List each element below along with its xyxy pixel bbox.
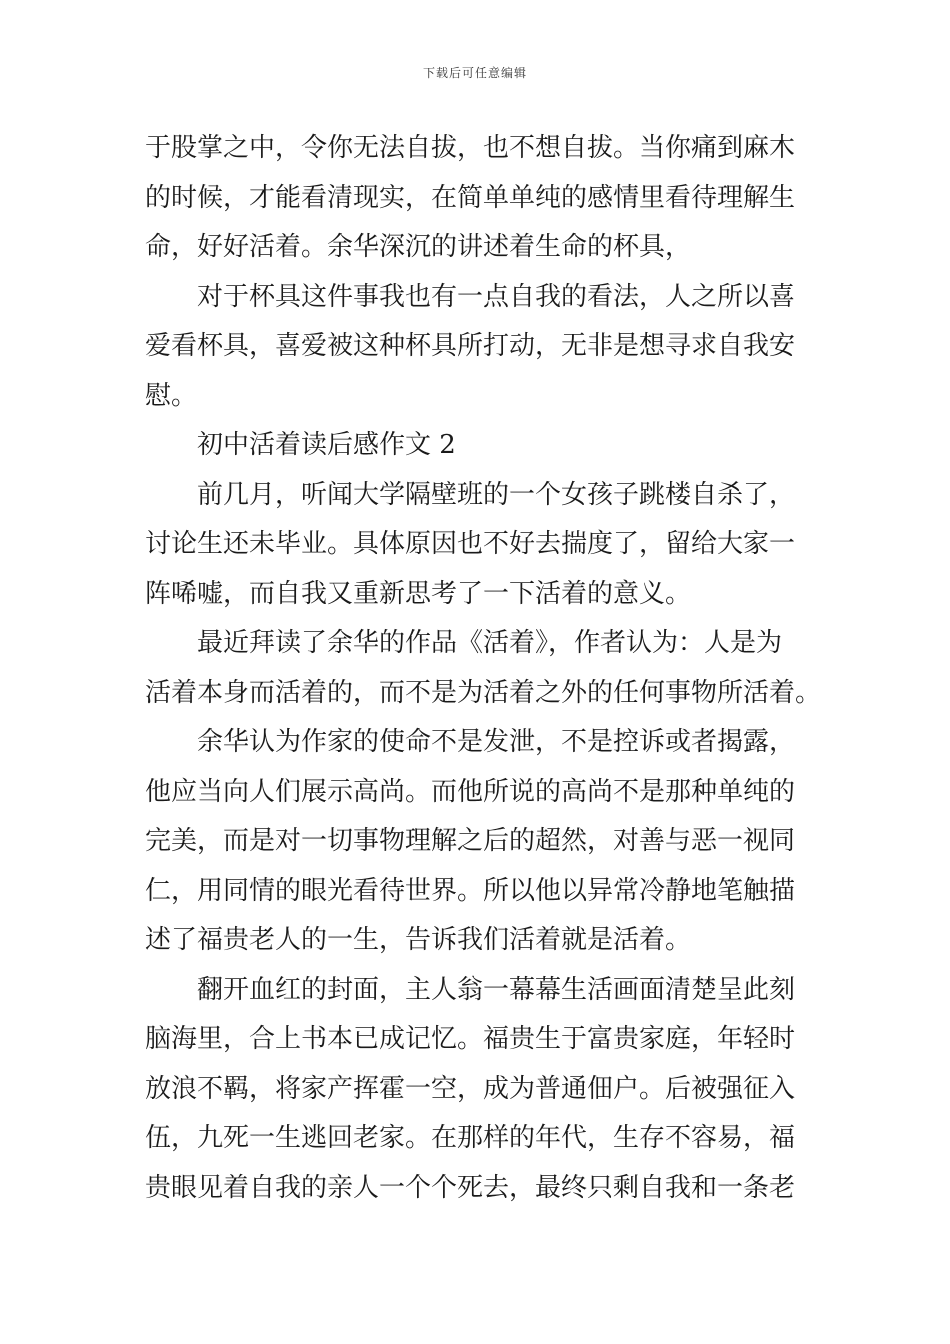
page-header: 下载后可任意编辑 <box>422 66 527 80</box>
text-line: 于股掌之中，令你无法自拔，也不想自拔。当你痛到麻木 <box>145 133 796 163</box>
text-line: 讨论生还未毕业。具体原因也不好去揣度了，留给大家一 <box>145 529 796 559</box>
paragraph <box>145 619 822 718</box>
document-body <box>145 124 822 1213</box>
paragraph <box>145 273 815 422</box>
paragraph-continuation <box>145 124 815 273</box>
title-line: 初中活着读后感作文 2 <box>197 430 456 460</box>
text-line: 伍，九死一生逃回老家。在那样的年代，生存不容易，福 <box>145 1123 796 1153</box>
paragraph <box>145 471 815 620</box>
text-line: 他应当向人们展示高尚。而他所说的高尚不是那种单纯的 <box>145 776 796 807</box>
text-line: 慰。 <box>145 380 198 411</box>
text-line: 命，好好活着。余华深沉的讲述着生命的杯具， <box>145 232 692 262</box>
paragraph <box>145 966 815 1214</box>
text-line: 贵眼见着自我的亲人一个个死去，最终只剩自我和一条老 <box>145 1172 796 1203</box>
text-line: 的时候，才能看清现实，在简单单纯的感情里看待理解生 <box>145 182 796 213</box>
text-line: 对于杯具这件事我也有一点自我的看法，人之所以喜 <box>197 281 796 312</box>
text-line: 翻开血红的封面，主人翁一幕幕生活画面清楚呈此刻 <box>197 974 796 1005</box>
text-line: 放浪不羁，将家产挥霍一空，成为普通佃户。后被强征入 <box>145 1073 796 1104</box>
paragraph <box>145 718 815 966</box>
text-line: 述了福贵老人的一生，告诉我们活着就是活着。 <box>145 925 692 955</box>
text-line: 前几月，听闻大学隔壁班的一个女孩子跳楼自杀了， <box>197 479 796 510</box>
text-line: 脑海里，合上书本已成记忆。福贵生于富贵家庭，年轻时 <box>145 1024 796 1054</box>
text-line: 阵唏嘘，而自我又重新思考了一下活着的意义。 <box>145 578 692 609</box>
text-line: 最近拜读了余华的作品《活着》，作者认为：人是为 <box>197 628 783 658</box>
text-line: 爱看杯具，喜爱被这种杯具所打动，无非是想寻求自我安 <box>145 331 796 361</box>
text-line: 仁，用同情的眼光看待世界。所以他以异常冷静地笔触描 <box>145 875 796 906</box>
text-line: 活着本身而活着的，而不是为活着之外的任何事物所活着。 <box>145 677 822 708</box>
text-line: 完美，而是对一切事物理解之后的超然，对善与恶一视同 <box>145 826 796 856</box>
text-line: 余华认为作家的使命不是发泄，不是控诉或者揭露， <box>197 727 796 757</box>
section-title <box>145 421 815 471</box>
